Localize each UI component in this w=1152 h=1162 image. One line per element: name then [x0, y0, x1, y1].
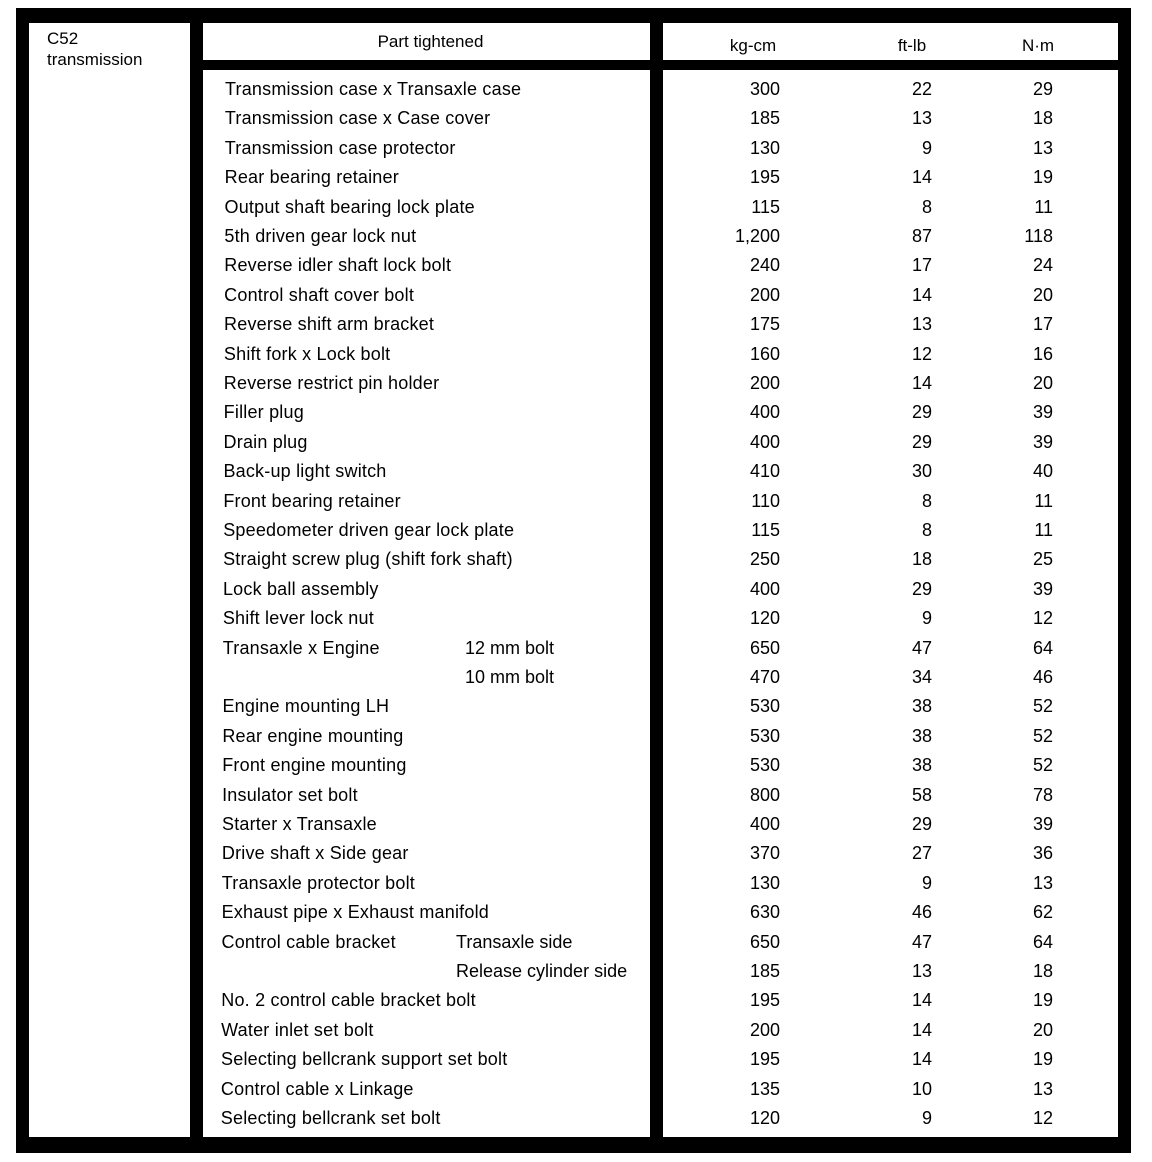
value-n-m: 52: [1032, 725, 1053, 746]
value-kg-cm: 650: [749, 637, 780, 658]
value-kg-cm: 400: [749, 578, 780, 599]
part-name: Transmission case x Case cover: [224, 108, 491, 129]
part-name: Transmission case x Transaxle case: [225, 79, 522, 99]
value-n-m: 64: [1032, 931, 1053, 952]
table-row: [0, 251, 1152, 280]
value-ft-lb: 58: [911, 784, 932, 805]
value-kg-cm: 120: [749, 608, 780, 629]
value-n-m: 46: [1032, 667, 1053, 687]
value-ft-lb: 9: [921, 137, 932, 158]
value-n-m: 19: [1032, 167, 1053, 188]
part-name: Back-up light switch: [223, 461, 387, 482]
value-n-m: 18: [1032, 108, 1053, 129]
table-row: [0, 75, 1152, 104]
table-row: [0, 545, 1152, 574]
value-kg-cm: 115: [751, 520, 780, 540]
value-n-m: 39: [1032, 578, 1053, 599]
value-n-m: 11: [1034, 490, 1053, 511]
value-kg-cm: 115: [751, 196, 780, 217]
section-label-name: transmission: [47, 50, 143, 69]
table-row: [0, 1016, 1152, 1045]
part-sub-label: 12 mm bolt: [465, 637, 555, 658]
value-kg-cm: 175: [749, 314, 780, 335]
value-n-m: 20: [1032, 284, 1053, 305]
value-kg-cm: 130: [749, 137, 780, 158]
value-ft-lb: 14: [911, 1019, 932, 1040]
value-n-m: 39: [1032, 431, 1053, 452]
part-name: Filler plug: [223, 402, 304, 423]
value-kg-cm: 195: [749, 990, 780, 1011]
value-kg-cm: 400: [749, 814, 780, 834]
part-name: Shift fork x Lock bolt: [223, 343, 391, 364]
table-row: [0, 369, 1152, 398]
table-row: [0, 986, 1152, 1015]
value-ft-lb: 38: [911, 696, 932, 717]
value-kg-cm: 400: [749, 431, 780, 452]
value-kg-cm: 195: [749, 1049, 780, 1070]
value-ft-lb: 9: [921, 1108, 932, 1128]
table-row: [0, 810, 1152, 839]
value-n-m: 52: [1032, 755, 1053, 776]
table-row: [0, 781, 1152, 810]
header-n-m: N·m: [1021, 36, 1055, 55]
value-n-m: 29: [1032, 79, 1053, 99]
table-row: [0, 722, 1152, 751]
value-n-m: 118: [1024, 226, 1053, 246]
part-name: Speedometer driven gear lock plate: [223, 520, 515, 540]
table-row: [0, 281, 1152, 310]
value-kg-cm: 530: [749, 755, 780, 776]
value-n-m: 52: [1032, 696, 1053, 717]
value-n-m: 20: [1032, 1019, 1053, 1040]
value-kg-cm: 1,200: [734, 226, 780, 246]
part-name: Rear bearing retainer: [224, 167, 399, 188]
part-name: Drain plug: [223, 431, 308, 452]
value-ft-lb: 14: [911, 990, 932, 1011]
part-name: Insulator set bolt: [222, 784, 358, 805]
table-row: [0, 898, 1152, 927]
table-row: [0, 104, 1152, 133]
part-name: Water inlet set bolt: [221, 1019, 374, 1040]
table-row: [0, 869, 1152, 898]
value-ft-lb: 34: [911, 667, 932, 687]
value-n-m: 24: [1032, 255, 1053, 276]
value-n-m: 36: [1032, 843, 1053, 864]
value-kg-cm: 130: [749, 872, 780, 893]
table-row: [0, 634, 1152, 663]
table-row: [0, 163, 1152, 192]
part-name: Control cable bracket: [221, 931, 396, 952]
table-row: [0, 516, 1152, 545]
value-n-m: 19: [1032, 990, 1053, 1011]
value-ft-lb: 38: [911, 755, 932, 776]
value-kg-cm: 410: [749, 461, 780, 482]
part-name: Starter x Transaxle: [222, 814, 377, 834]
part-name: Drive shaft x Side gear: [221, 843, 409, 864]
value-n-m: 13: [1032, 1078, 1053, 1099]
value-kg-cm: 250: [749, 549, 780, 570]
table-row: [0, 839, 1152, 868]
value-ft-lb: 38: [911, 725, 932, 746]
part-name: Rear engine mounting: [222, 725, 404, 746]
value-kg-cm: 630: [749, 902, 780, 923]
value-kg-cm: 370: [749, 843, 780, 864]
table-row: [0, 663, 1152, 692]
value-n-m: 64: [1032, 637, 1053, 658]
value-n-m: 18: [1032, 961, 1053, 981]
value-kg-cm: 120: [749, 1108, 780, 1128]
table-row: [0, 457, 1152, 486]
value-kg-cm: 240: [749, 255, 780, 276]
table-row: [0, 1045, 1152, 1074]
section-label-code: C52: [47, 29, 79, 48]
value-kg-cm: 195: [749, 167, 780, 188]
value-kg-cm: 800: [749, 784, 780, 805]
table-row: [0, 193, 1152, 222]
part-name: Control cable x Linkage: [220, 1078, 414, 1099]
header-kg-cm: kg-cm: [729, 36, 777, 55]
part-name: Reverse restrict pin holder: [223, 373, 440, 393]
value-ft-lb: 10: [911, 1078, 932, 1099]
value-ft-lb: 47: [911, 637, 932, 658]
table-row: [0, 604, 1152, 633]
table-row: [0, 428, 1152, 457]
part-name: Transmission case protector: [224, 137, 456, 158]
value-n-m: 20: [1032, 373, 1053, 393]
value-ft-lb: 13: [911, 108, 932, 129]
header-ft-lb: ft-lb: [897, 36, 927, 55]
part-name: Control shaft cover bolt: [224, 284, 415, 305]
value-ft-lb: 13: [911, 314, 932, 335]
value-kg-cm: 135: [749, 1078, 780, 1099]
part-name: Transaxle protector bolt: [221, 872, 415, 893]
table-row: [0, 1104, 1152, 1133]
part-name: 5th driven gear lock nut: [224, 226, 417, 246]
value-n-m: 12: [1032, 1108, 1053, 1128]
value-kg-cm: 650: [749, 931, 780, 952]
value-n-m: 40: [1032, 461, 1053, 482]
value-ft-lb: 14: [911, 1049, 932, 1070]
part-sub-label: Release cylinder side: [456, 961, 628, 981]
value-n-m: 11: [1034, 196, 1053, 217]
table-row: [0, 1075, 1152, 1104]
value-ft-lb: 29: [911, 431, 932, 452]
value-n-m: 39: [1032, 402, 1053, 423]
part-name: Engine mounting LH: [222, 696, 390, 717]
value-ft-lb: 14: [911, 167, 932, 188]
value-ft-lb: 14: [911, 284, 932, 305]
value-n-m: 39: [1032, 814, 1053, 834]
value-kg-cm: 200: [749, 284, 780, 305]
value-ft-lb: 22: [911, 79, 932, 99]
table-row: [0, 928, 1152, 957]
value-ft-lb: 17: [911, 255, 932, 276]
part-name: Output shaft bearing lock plate: [224, 196, 475, 217]
value-n-m: 19: [1032, 1049, 1053, 1070]
value-kg-cm: 160: [749, 343, 780, 364]
value-kg-cm: 300: [749, 79, 780, 99]
value-ft-lb: 47: [911, 931, 932, 952]
part-sub-label: 10 mm bolt: [465, 667, 555, 687]
table-row: [0, 310, 1152, 339]
part-name: Front engine mounting: [222, 755, 407, 776]
part-name: Transaxle x Engine: [222, 637, 380, 658]
part-name: Selecting bellcrank support set bolt: [221, 1049, 508, 1070]
value-n-m: 16: [1032, 343, 1053, 364]
value-ft-lb: 30: [911, 461, 932, 482]
part-name: Reverse shift arm bracket: [224, 314, 435, 335]
value-n-m: 12: [1032, 608, 1053, 629]
value-ft-lb: 29: [911, 402, 932, 423]
table-row: [0, 487, 1152, 516]
value-kg-cm: 185: [749, 961, 780, 981]
part-name: Lock ball assembly: [222, 578, 379, 599]
table-row: [0, 692, 1152, 721]
value-ft-lb: 8: [921, 520, 932, 540]
value-kg-cm: 530: [749, 696, 780, 717]
value-n-m: 25: [1032, 549, 1053, 570]
table-row: [0, 222, 1152, 251]
value-kg-cm: 185: [749, 108, 780, 129]
part-name: Selecting bellcrank set bolt: [220, 1108, 441, 1128]
part-name: No. 2 control cable bracket bolt: [221, 990, 476, 1011]
value-ft-lb: 9: [921, 872, 932, 893]
value-ft-lb: 14: [911, 373, 932, 393]
part-sub-label: Transaxle side: [456, 931, 573, 952]
value-kg-cm: 200: [749, 1019, 780, 1040]
value-kg-cm: 470: [749, 667, 780, 687]
table-row: [0, 134, 1152, 163]
header-part-tightened: Part tightened: [377, 32, 484, 51]
table-row: [0, 751, 1152, 780]
table-row: [0, 957, 1152, 986]
value-n-m: 78: [1032, 784, 1053, 805]
value-ft-lb: 13: [911, 961, 932, 981]
value-kg-cm: 400: [749, 402, 780, 423]
value-ft-lb: 27: [911, 843, 932, 864]
value-ft-lb: 29: [911, 578, 932, 599]
value-n-m: 11: [1034, 520, 1053, 540]
value-n-m: 13: [1032, 137, 1053, 158]
value-n-m: 13: [1032, 872, 1053, 893]
value-kg-cm: 110: [751, 490, 780, 511]
value-kg-cm: 530: [749, 725, 780, 746]
value-n-m: 62: [1032, 902, 1053, 923]
part-name: Exhaust pipe x Exhaust manifold: [221, 902, 489, 923]
value-ft-lb: 46: [911, 902, 932, 923]
part-name: Front bearing retainer: [223, 490, 401, 511]
value-ft-lb: 8: [921, 196, 932, 217]
value-ft-lb: 8: [921, 490, 932, 511]
table-row: [0, 340, 1152, 369]
value-ft-lb: 87: [911, 226, 932, 246]
value-kg-cm: 200: [749, 373, 780, 393]
value-n-m: 17: [1032, 314, 1053, 335]
part-name: Reverse idler shaft lock bolt: [224, 255, 452, 276]
table-row: [0, 575, 1152, 604]
value-ft-lb: 9: [921, 608, 932, 629]
value-ft-lb: 18: [911, 549, 932, 570]
table-row: [0, 398, 1152, 427]
value-ft-lb: 29: [911, 814, 932, 834]
part-name: Shift lever lock nut: [222, 608, 374, 629]
value-ft-lb: 12: [911, 343, 932, 364]
part-name: Straight screw plug (shift fork shaft): [223, 549, 513, 570]
